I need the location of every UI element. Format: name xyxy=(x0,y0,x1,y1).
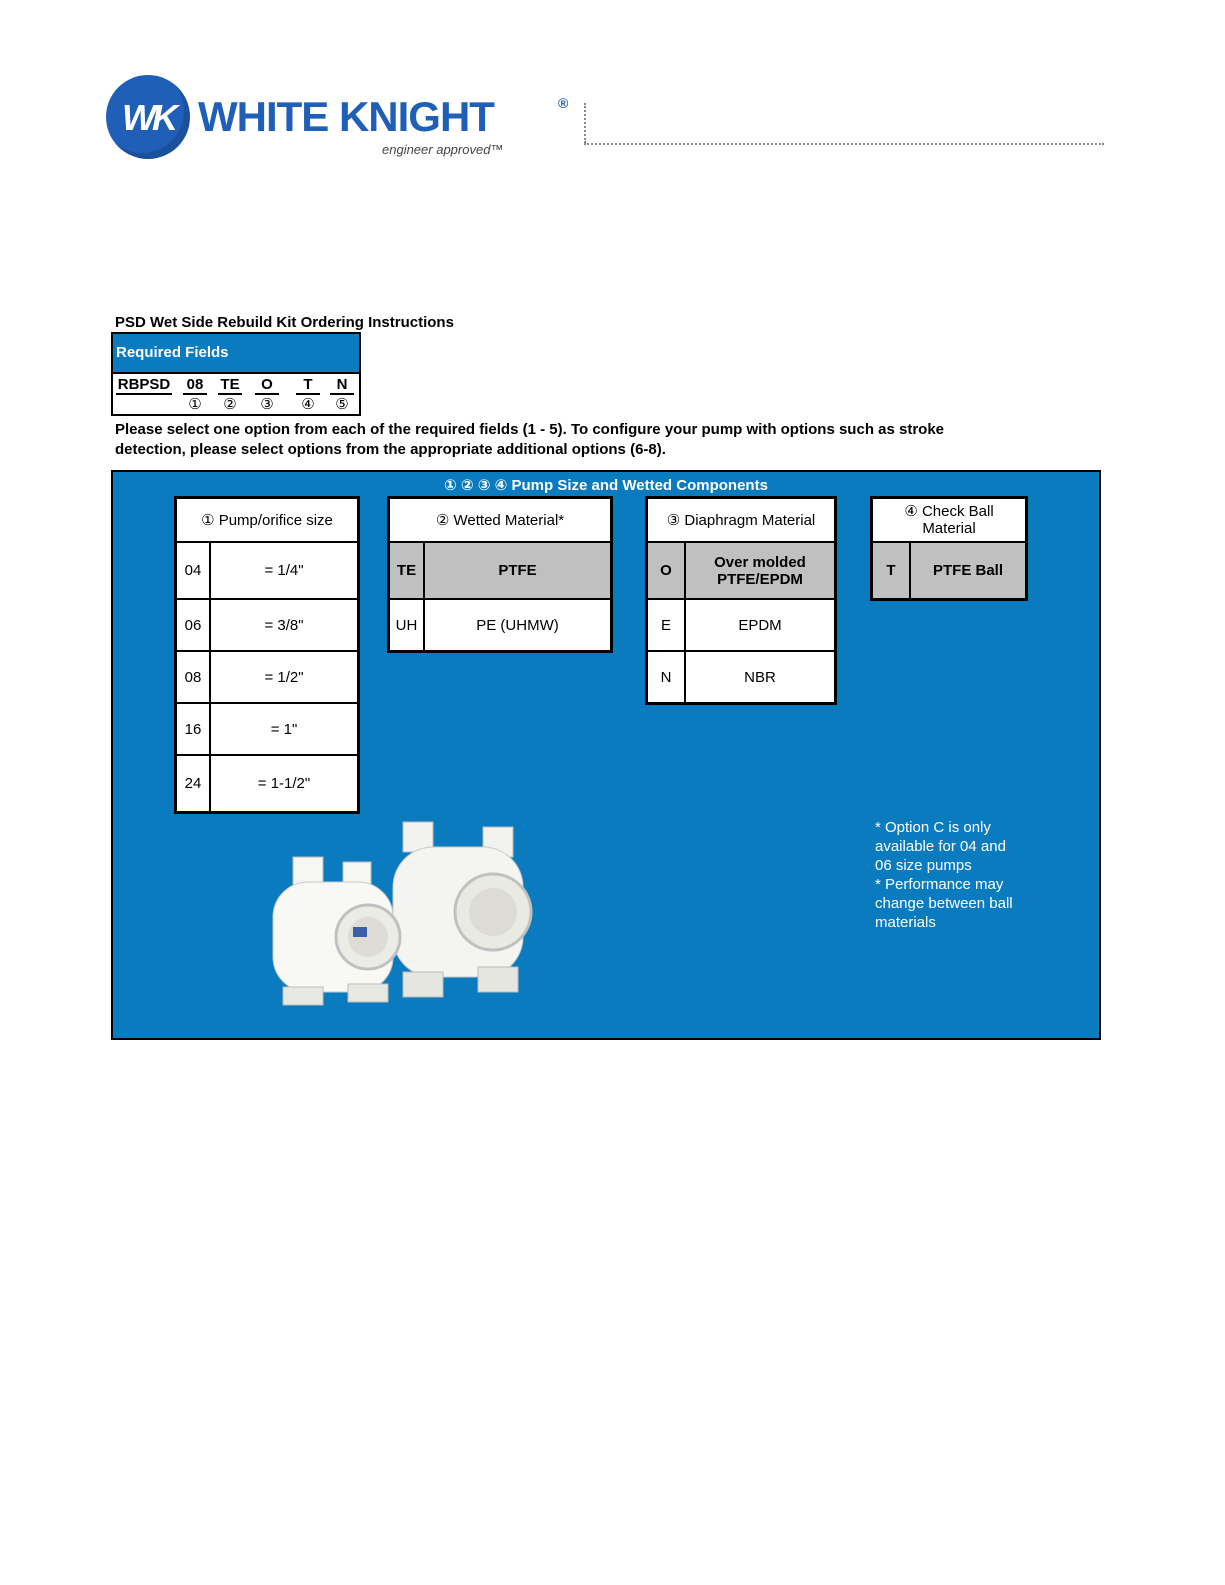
code-text: N xyxy=(330,376,354,395)
instructions-line-1: Please select one option from each of the required fields (1 - 5). To configure your pump with options such as stroke xyxy=(115,421,945,438)
diaphragm-material-value: NBR xyxy=(685,651,836,704)
check-ball-table xyxy=(870,496,1028,601)
note-line: change between ball xyxy=(875,895,1013,912)
logo-initials: WK xyxy=(122,97,174,138)
panel-notes xyxy=(875,818,1055,932)
pump-size-code: 06 xyxy=(176,599,211,651)
code-text: RBPSD xyxy=(117,376,171,393)
diaphragm-material-table xyxy=(645,496,837,705)
code-number: ① xyxy=(188,396,202,413)
options-panel xyxy=(111,470,1101,1040)
diaphragm-material-value xyxy=(685,542,836,599)
wetted-material-value: PTFE xyxy=(424,542,612,599)
pump-size-code: 16 xyxy=(176,703,211,755)
code-field-1 xyxy=(183,376,207,414)
logo-registered: ® xyxy=(558,95,569,111)
pump-size-value: = 1" xyxy=(210,703,359,755)
panel-title: ① ② ③ ④ Pump Size and Wetted Components xyxy=(444,477,768,494)
code-prefix xyxy=(116,376,172,395)
wetted-material-value: PE (UHMW) xyxy=(424,599,612,652)
company-logo xyxy=(106,75,1106,165)
check-ball-header-line-1: ④ Check Ball xyxy=(904,503,994,520)
pump-size-value: = 1-1/2" xyxy=(210,755,359,813)
code-number: ② xyxy=(223,396,237,413)
check-ball-header xyxy=(872,498,1027,543)
code-field-2 xyxy=(218,376,242,414)
table-row xyxy=(176,542,359,599)
table-row xyxy=(872,542,1027,600)
diaphragm-material-code: E xyxy=(647,599,686,651)
pump-size-value: = 1/4" xyxy=(210,542,359,599)
note-line: * Performance may xyxy=(875,876,1004,893)
instructions xyxy=(115,420,1015,460)
diaphragm-value-line-1: Over molded xyxy=(714,553,806,571)
pump-size-value: = 3/8" xyxy=(210,599,359,651)
pump-size-code: 04 xyxy=(176,542,211,599)
code-text: O xyxy=(255,376,279,395)
pump-size-header: ① Pump/orifice size xyxy=(176,498,359,543)
table-row xyxy=(176,599,359,651)
table-row xyxy=(647,599,836,651)
check-ball-header-line-2: Material xyxy=(922,520,976,537)
code-text: TE xyxy=(218,376,242,395)
diaphragm-material-header: ③ Diaphragm Material xyxy=(647,498,836,543)
table-row xyxy=(176,651,359,703)
table-row xyxy=(647,542,836,599)
pump-product-image xyxy=(253,802,543,1012)
required-fields-header: Required Fields xyxy=(113,334,359,374)
note-line: materials xyxy=(875,914,936,931)
wetted-material-table xyxy=(387,496,613,653)
pump-size-code: 24 xyxy=(176,755,211,813)
required-fields-box xyxy=(111,332,361,416)
pump-size-code: 08 xyxy=(176,651,211,703)
code-text: T xyxy=(296,376,320,395)
diaphragm-material-code: N xyxy=(647,651,686,704)
instructions-line-2: detection, please select options from the appropriate additional options (6-8). xyxy=(115,441,666,458)
code-field-5 xyxy=(330,376,354,414)
code-number: ③ xyxy=(260,396,274,413)
pump-size-table xyxy=(174,496,360,814)
logo-divider-horizontal xyxy=(584,143,1104,145)
wetted-material-header: ② Wetted Material* xyxy=(389,498,612,543)
wetted-material-code: UH xyxy=(389,599,425,652)
code-number: ④ xyxy=(301,396,315,413)
logo-divider-vertical xyxy=(584,103,586,143)
table-row xyxy=(389,599,612,652)
pump-size-value: = 1/2" xyxy=(210,651,359,703)
logo-tagline: engineer approved™ xyxy=(382,142,504,157)
diaphragm-value-line-2: PTFE/EPDM xyxy=(717,570,803,588)
code-number: ⑤ xyxy=(335,396,349,413)
note-line: 06 size pumps xyxy=(875,857,972,874)
table-row xyxy=(647,651,836,704)
code-field-3 xyxy=(255,376,279,414)
table-row xyxy=(389,542,612,599)
check-ball-value: PTFE Ball xyxy=(910,542,1027,600)
logo-name: WHITE KNIGHT xyxy=(198,93,494,140)
code-text: 08 xyxy=(183,376,207,395)
page-title: PSD Wet Side Rebuild Kit Ordering Instructions xyxy=(115,314,454,331)
diaphragm-material-value: EPDM xyxy=(685,599,836,651)
note-line: available for 04 and xyxy=(875,838,1006,855)
wetted-material-code: TE xyxy=(389,542,425,599)
diaphragm-material-code: O xyxy=(647,542,686,599)
required-fields-codes xyxy=(113,374,359,414)
table-row xyxy=(176,703,359,755)
check-ball-code: T xyxy=(872,542,911,600)
code-field-4 xyxy=(296,376,320,414)
note-line: * Option C is only xyxy=(875,819,991,836)
